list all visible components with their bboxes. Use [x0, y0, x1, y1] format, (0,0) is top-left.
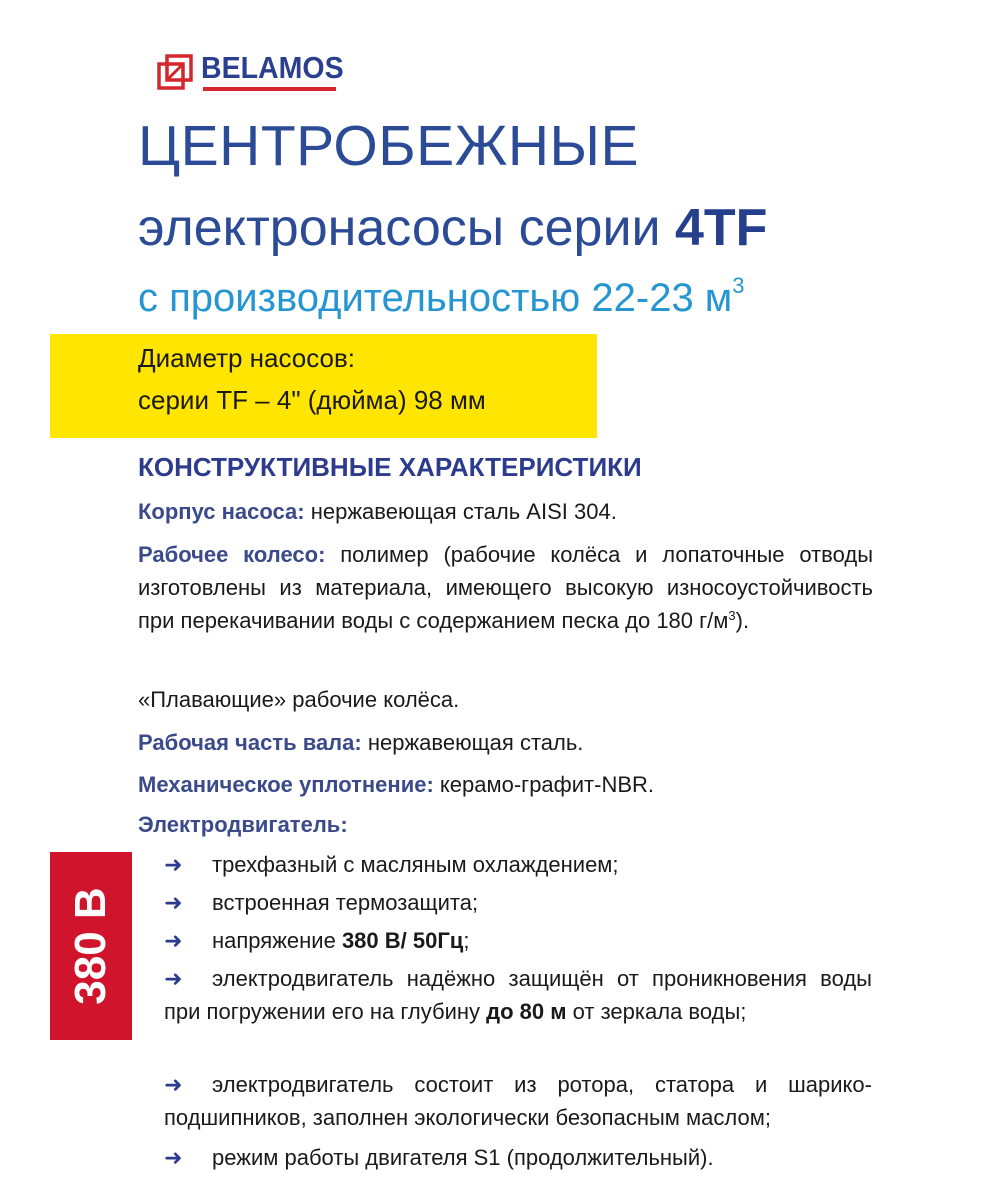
spec-shaft-label: Рабочая часть вала: — [138, 730, 362, 755]
arrow-right-icon: ➜ — [164, 928, 183, 953]
spec-impeller-value: полимер (рабочие колёса и лопаточные отводы изготовлены из материала, имеющего высокую износоустойчивость при перекачивании воды с содержанием песка до 180 г/м — [138, 542, 874, 633]
arrow-right-icon: ➜ — [164, 1072, 183, 1097]
diameter-label: Диаметр насосов: — [138, 343, 356, 373]
spec-impeller — [138, 538, 873, 637]
spec-impeller-sup: 3 — [728, 608, 736, 623]
arrow-right-icon: ➜ — [164, 890, 183, 915]
voltage-side-tab-label: 380 В — [66, 887, 115, 1005]
motor-bullet — [164, 1141, 872, 1174]
spec-body-label: Корпус насоса: — [138, 499, 305, 524]
motor-bullet-text: режим работы двигателя S1 (продолжительный). — [212, 1145, 714, 1170]
voltage-side-tab — [50, 852, 132, 1040]
motor-bullet-depth: до 80 м — [486, 999, 567, 1024]
motor-bullet-text: электродвигатель состоит из ротора, статора и шарикоподшипников, заполнен экологически безопасным маслом; — [164, 1072, 872, 1130]
motor-bullet-text: трехфазный с масляным охлаждением; — [212, 852, 619, 877]
logo-underline — [203, 87, 336, 91]
page-subtitle — [138, 273, 745, 321]
motor-bullet — [164, 848, 872, 881]
spec-shaft — [138, 726, 873, 759]
motor-bullet-prefix: электродвигатель надёжно защищён от проникновения воды при погружении его на глубину — [164, 966, 872, 1024]
motor-bullet-text: встроенная термозащита; — [212, 890, 479, 915]
spec-shaft-value: нержавеющая сталь. — [361, 730, 584, 755]
spec-impeller-tail: ). — [735, 608, 750, 633]
motor-bullet — [164, 962, 872, 1028]
spec-seal-value: керамо-графит-NBR. — [433, 772, 655, 797]
logo-text: BELAMOS — [201, 50, 344, 85]
subtitle-superscript: 3 — [732, 273, 745, 298]
motor-bullet — [164, 1068, 872, 1134]
spec-body — [138, 495, 873, 528]
arrow-right-icon: ➜ — [164, 1145, 183, 1170]
arrow-right-icon: ➜ — [164, 852, 183, 877]
section-heading: КОНСТРУКТИВНЫЕ ХАРАКТЕРИСТИКИ — [138, 452, 642, 482]
diameter-value: серии TF – 4" (дюйма) 98 мм — [138, 385, 486, 415]
spec-seal — [138, 768, 873, 801]
subtitle-capacity: с производительностью 22-23 м — [138, 276, 733, 320]
motor-heading: Электродвигатель: — [138, 812, 348, 837]
motor-bullet-suffix: ; — [463, 928, 470, 953]
spec-seal-label: Механическое уплотнение: — [138, 772, 434, 797]
motor-bullet — [164, 924, 872, 957]
motor-bullet-voltage: 380 В/ 50Гц — [341, 928, 464, 953]
arrow-right-icon: ➜ — [164, 966, 183, 991]
spec-impeller-label: Рабочее колесо: — [138, 542, 326, 567]
motor-bullet-prefix: напряжение — [212, 928, 342, 953]
title-series-prefix: электронасосы серии — [138, 199, 675, 257]
page-title-line1: ЦЕНТРОБЕЖНЫЕ — [138, 114, 639, 178]
motor-bullet-suffix: от зеркала воды; — [566, 999, 747, 1024]
motor-bullet — [164, 886, 872, 919]
title-series-name: 4TF — [675, 199, 768, 257]
spec-body-value: нержавеющая сталь AISI 304. — [304, 499, 617, 524]
page-title-line2 — [138, 198, 767, 258]
logo-square-mark-icon — [157, 54, 193, 90]
spec-floating: «Плавающие» рабочие колёса. — [138, 687, 460, 712]
